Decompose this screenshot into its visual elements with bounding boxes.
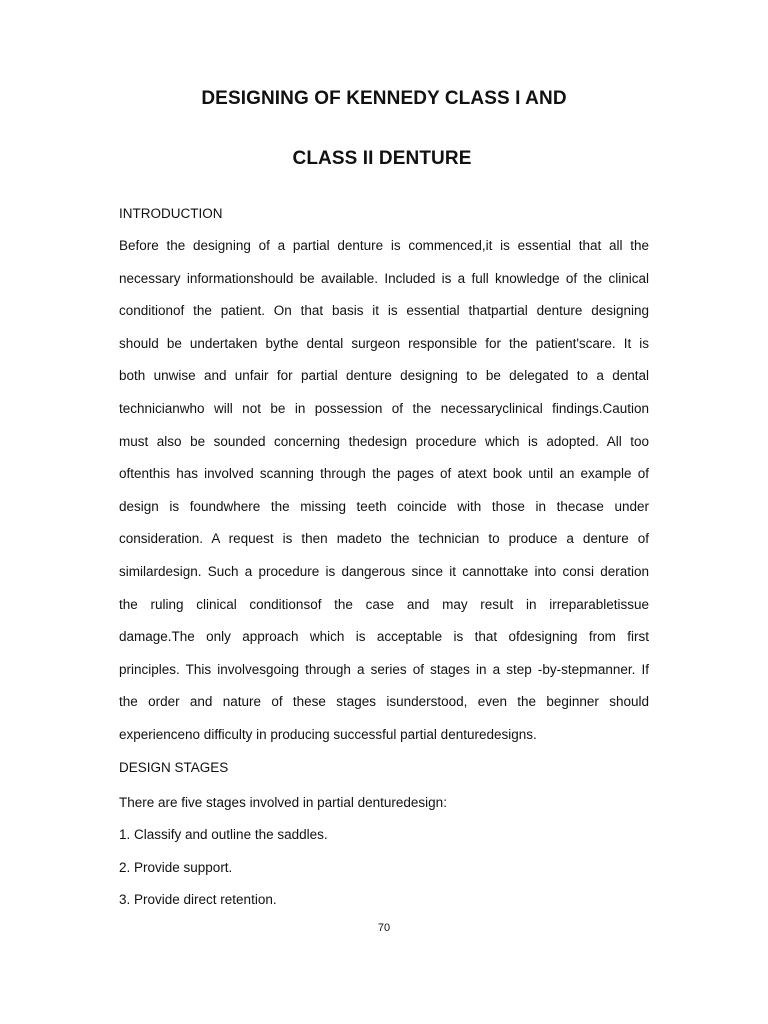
paragraph-line: experienceno difficulty in producing successful partial denturedesigns. <box>119 726 537 742</box>
paragraph-line: technicianwho will not be in possession of the necessaryclinical findings.Caution <box>119 400 649 416</box>
design-stage-item: 3. Provide direct retention. <box>119 892 277 907</box>
design-stages-heading: DESIGN STAGES <box>119 760 229 775</box>
paragraph-line: oftenthis has involved scanning through the pages of atext book until an example of <box>119 466 649 482</box>
paragraph-line: must also be sounded concerning thedesign procedure which is adopted. All too <box>119 433 649 449</box>
paragraph-line: necessary informationshould be available. Included is a full knowledge of the clinical <box>119 270 649 286</box>
paragraph-line: conditionof the patient. On that basis it is essential thatpartial denture designing <box>119 303 649 319</box>
paragraph-line: consideration. A request is then madeto the technician to produce a denture of <box>119 531 649 547</box>
page-number: 70 <box>377 922 391 934</box>
paragraph-line: the order and nature of these stages isunderstood, even the beginner should <box>119 694 649 710</box>
paragraph-line: the ruling clinical conditionsof the case and may result in irreparabletissue <box>119 596 649 612</box>
paragraph-line: design is foundwhere the missing teeth coincide with those in thecase under <box>119 498 649 514</box>
paragraph-line: principles. This involvesgoing through a series of stages in a step -by-stepmanner. If <box>119 661 649 677</box>
paragraph-line: damage.The only approach which is acceptable is that ofdesigning from first <box>119 629 649 645</box>
design-stages-intro: There are five stages involved in partial denturedesign: <box>119 795 447 810</box>
design-stage-item: 1. Classify and outline the saddles. <box>119 827 328 842</box>
paragraph-line: Before the designing of a partial denture is commenced,it is essential that all the <box>119 238 649 253</box>
paragraph-line: should be undertaken bythe dental surgeon responsible for the patient'scare. It is <box>119 335 649 351</box>
document-title-line-1: DESIGNING OF KENNEDY CLASS I AND <box>201 88 567 109</box>
document-title-line-2: CLASS II DENTURE <box>292 148 472 169</box>
design-stage-item: 2. Provide support. <box>119 860 233 875</box>
paragraph-line: both unwise and unfair for partial denture designing to be delegated to a dental <box>119 368 649 384</box>
paragraph-line: similardesign. Such a procedure is dangerous since it cannottake into consi deration <box>119 563 649 579</box>
introduction-heading: INTRODUCTION <box>119 206 223 221</box>
introduction-paragraph <box>119 237 649 759</box>
